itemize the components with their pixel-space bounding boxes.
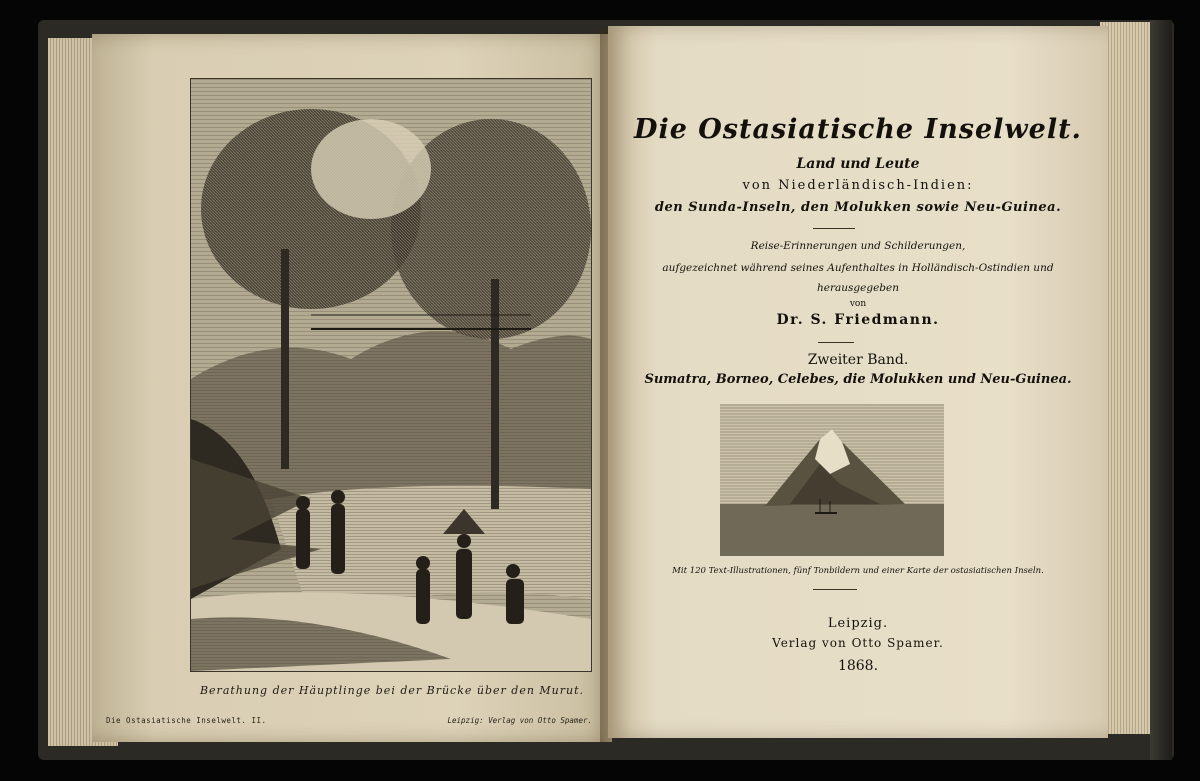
left-page-footer: Die Ostasiatische Inselwelt. II. [106, 716, 267, 725]
subtitle-region: von Niederländisch-Indien: [742, 178, 974, 193]
book-title: Die Ostasiatische Inselwelt. [634, 114, 1082, 145]
publication-year: 1868. [837, 658, 879, 674]
subtitle-islands: den Sunda-Inseln, den Molukken sowie Neu-Guinea. [654, 200, 1062, 215]
left-page-imprint: Leipzig: Verlag von Otto Spamer. [447, 716, 592, 725]
travel-description-line1: Reise-Erinnerungen und Schilderungen, [750, 240, 966, 252]
publication-city: Leipzig. [827, 616, 889, 631]
engraving-caption: Berathung der Häuptlinge bei der Brücke über den Murut. [199, 684, 585, 697]
volcano-island-vignette [720, 404, 944, 556]
frontispiece-engraving [190, 78, 592, 672]
book-binding [1150, 20, 1172, 760]
travel-description-line3: herausgegeben [817, 282, 899, 294]
volcano-engraving [720, 404, 944, 556]
subtitle-land-und-leute: Land und Leute [796, 156, 920, 172]
volume-contents: Sumatra, Borneo, Celebes, die Molukken und Neu-Guinea. [644, 372, 1072, 387]
divider-rule [818, 342, 854, 343]
publisher: Verlag von Otto Spamer. [772, 636, 944, 650]
left-page [92, 34, 612, 742]
ornamental-rule [813, 228, 855, 229]
title-page [608, 26, 1108, 738]
illustrations-note: Mit 120 Text-Illustrationen, fünf Tonbildern und einer Karte der ostasiatischen Inseln. [672, 566, 1044, 576]
bottom-rule [813, 589, 857, 590]
by-label: von [849, 299, 867, 309]
author-name: Dr. S. Friedmann. [776, 312, 940, 328]
jungle-bridge-scene [191, 79, 591, 671]
travel-description-line2: aufgezeichnet während seines Aufenthaltes in Holländisch-Ostindien und [662, 262, 1054, 274]
volume-label: Zweiter Band. [807, 352, 909, 368]
